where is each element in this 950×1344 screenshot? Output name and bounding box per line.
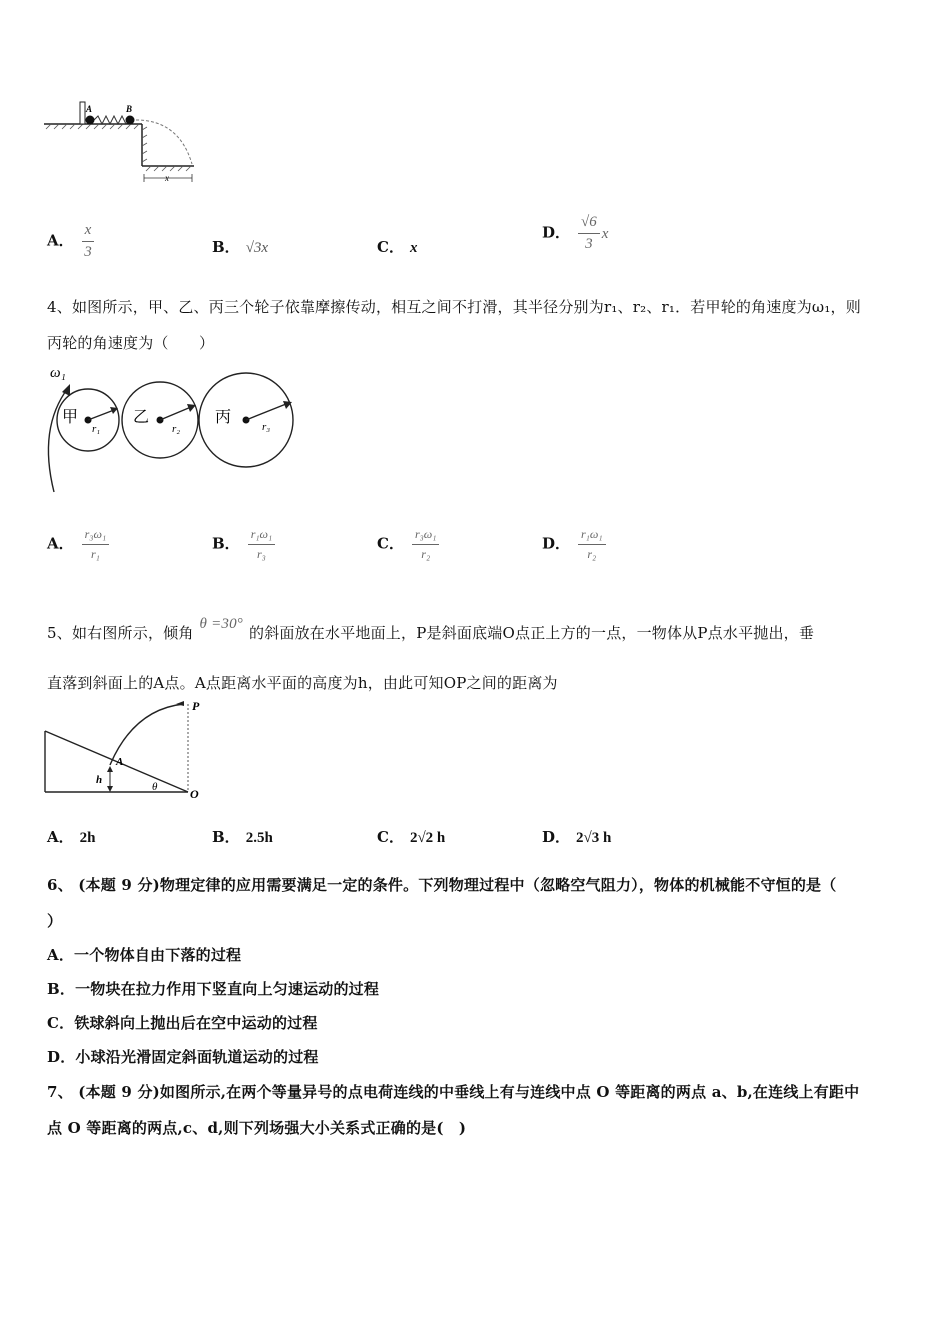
- q6-option-b[interactable]: B．一物块在拉力作用下竖直向上匀速运动的过程: [47, 980, 380, 998]
- q3-option-a[interactable]: A． $\frac{x}{3}$: [47, 222, 94, 261]
- ball-a: [86, 116, 95, 125]
- svg-text:x: x: [165, 173, 169, 183]
- q5-option-c[interactable]: C． 2√2 h: [377, 828, 446, 846]
- q4-figure: [40, 358, 302, 498]
- q6-option-d[interactable]: D．小球沿光滑固定斜面轨道运动的过程: [47, 1048, 319, 1066]
- svg-text:h: h: [96, 774, 103, 786]
- theta-value: θ =30°: [199, 616, 243, 632]
- q6-stem-line2: ）: [47, 912, 63, 930]
- q5-option-d[interactable]: D． 2√3 h: [542, 828, 612, 846]
- q5-stem-line1: 5、如右图所示，倾角 θ =30° 的斜面放在水平地面上，P是斜面底端O点正上方的一点，一物体从P点水平抛出，垂: [47, 616, 815, 642]
- q4-option-a[interactable]: A． $\frac{\text{r₃ω₁}}{\text{r₁}}$: [47, 527, 109, 562]
- svg-text:P: P: [192, 699, 200, 713]
- svg-text:r₁: r₁: [92, 423, 101, 435]
- q4-stem-line1: 4、如图所示，甲、乙、丙三个轮子依靠摩擦传动，相互之间不打滑，其半径分别为r₁、r₂、r₁．若甲轮的角速度为ω₁，则: [47, 298, 861, 316]
- q6-option-c[interactable]: C．铁球斜向上抛出后在空中运动的过程: [47, 1014, 318, 1032]
- q6-stem-line1: 6、 (本题 9 分)物理定律的应用需要满足一定的条件。下列物理过程中（忽略空气阻力），物体的机械能不守恒的是（: [47, 876, 837, 894]
- q4-option-d[interactable]: D． $\frac{\text{r₁ω₁}}{\text{r₂}}$: [542, 527, 606, 562]
- q3-option-b[interactable]: B． √3x: [212, 238, 269, 256]
- q7-stem-line2: 点 O 等距离的两点,c、d,则下列场强大小关系式正确的是( ): [47, 1119, 467, 1137]
- q4-option-c[interactable]: C． $\frac{\text{r₃ω₁}}{\text{r₂}}$: [377, 527, 439, 562]
- svg-text:O: O: [190, 787, 199, 801]
- q4-option-b[interactable]: B． $\frac{\text{r₁ω₁}}{\text{r₃}}$: [212, 527, 275, 562]
- q5-stem-line2: 直落到斜面上的A点。A点距离水平面的高度为h，由此可知OP之间的距离为: [47, 674, 558, 692]
- svg-text:A: A: [86, 104, 93, 114]
- q5-option-a[interactable]: A． 2h: [47, 828, 96, 846]
- ball-b: [126, 116, 135, 125]
- svg-text:B: B: [126, 104, 133, 114]
- svg-text:A: A: [116, 756, 124, 768]
- svg-text:r₂: r₂: [172, 423, 181, 435]
- q3-figure: [44, 98, 196, 186]
- svg-text:乙: 乙: [133, 407, 150, 426]
- q6-option-a[interactable]: A．一个物体自由下落的过程: [47, 946, 242, 964]
- svg-text:ω₁: ω₁: [50, 365, 66, 381]
- q5-figure: [44, 699, 206, 801]
- q3-option-c[interactable]: C． x: [377, 238, 418, 256]
- q3-option-d[interactable]: D． $\frac{√6}{3}$ x: [542, 214, 609, 252]
- q4-stem-line2: 丙轮的角速度为（ ）: [47, 334, 215, 352]
- q5-option-b[interactable]: B． 2.5h: [212, 828, 273, 846]
- svg-text:丙: 丙: [215, 407, 232, 426]
- q7-stem-line1: 7、 (本题 9 分)如图所示,在两个等量异号的点电荷连线的中垂线上有与连线中点 O 等距离的两点 a、b,在连线上有距中: [47, 1083, 860, 1101]
- svg-text:θ: θ: [152, 781, 158, 793]
- svg-text:甲: 甲: [62, 407, 79, 426]
- svg-text:r₃: r₃: [262, 421, 271, 433]
